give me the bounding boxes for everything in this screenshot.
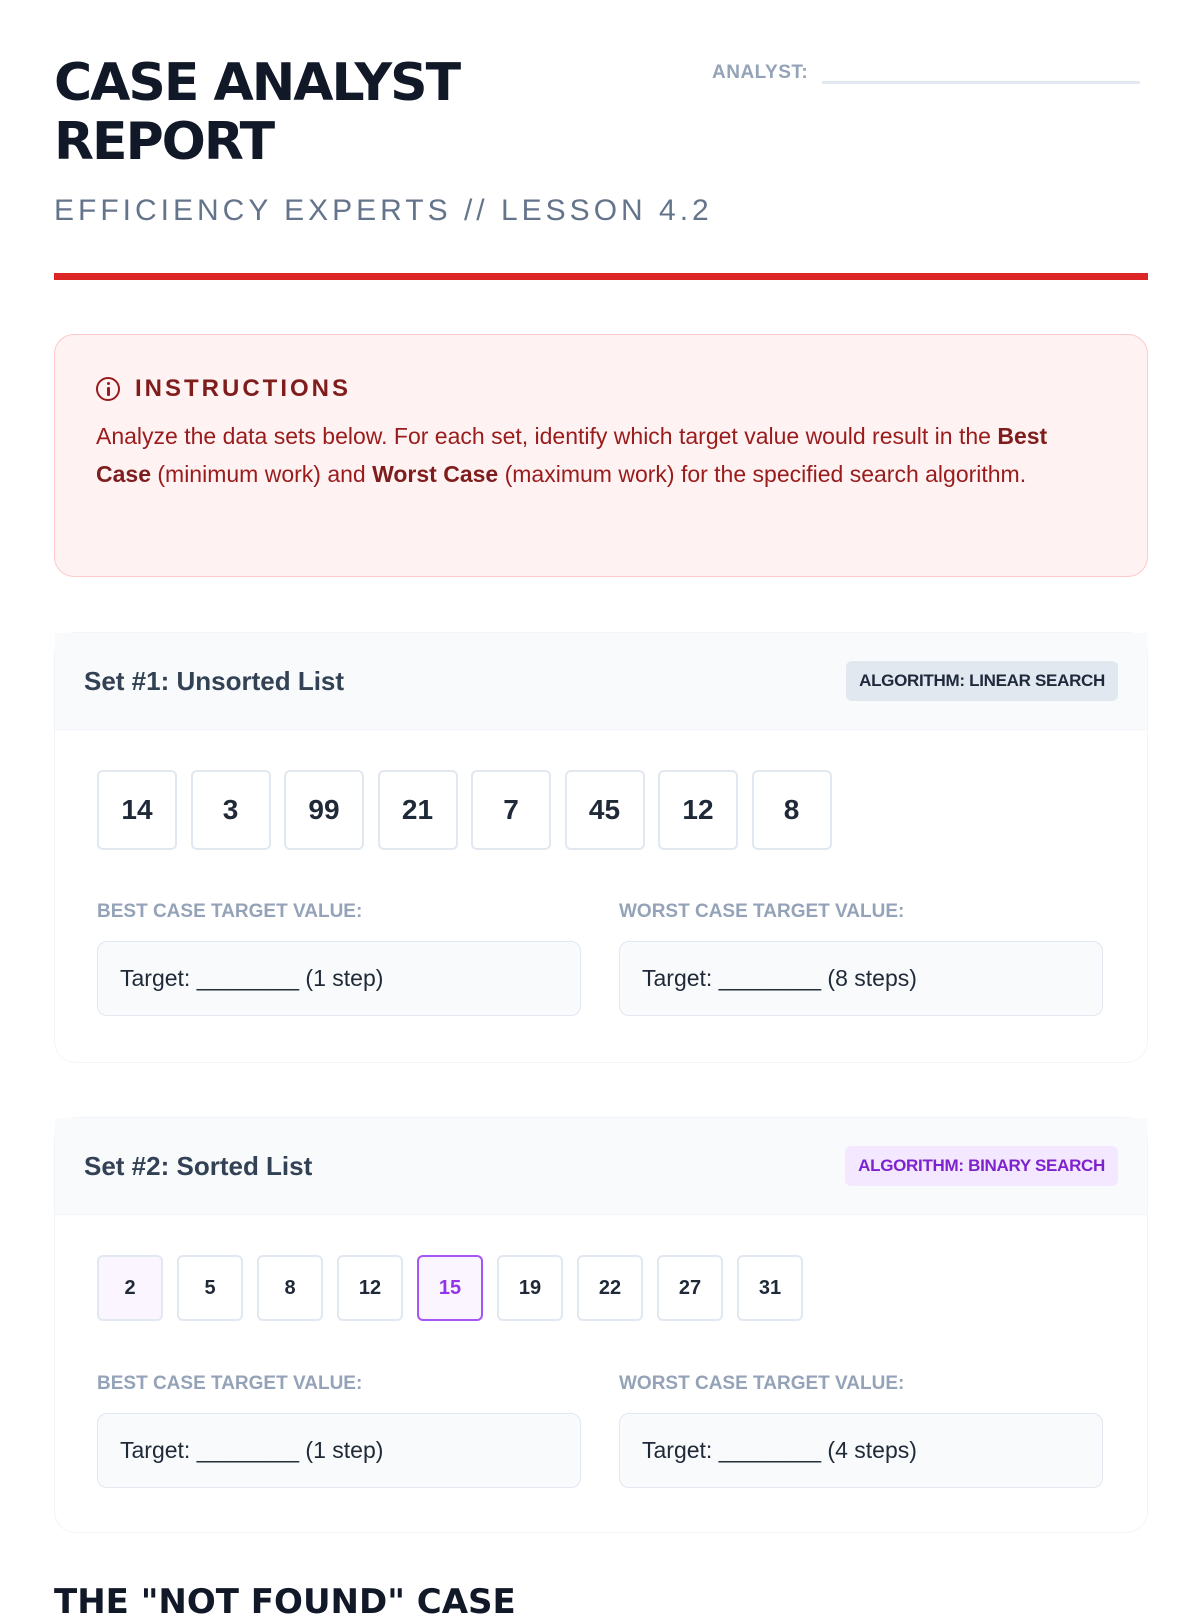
number-cell: 22: [577, 1255, 643, 1321]
number-cell: 21: [378, 770, 458, 850]
number-cell: 3: [191, 770, 271, 850]
answer-row: [97, 1373, 1103, 1488]
page-subtitle: EFFICIENCY EXPERTS // LESSON 4.2: [54, 194, 713, 227]
instructions-header: [96, 375, 1107, 403]
best-case-term: Best Case: [96, 423, 1048, 487]
info-icon: [96, 377, 120, 401]
number-cell: 7: [471, 770, 551, 850]
header-divider: [54, 273, 1148, 280]
set-card-1: [54, 632, 1148, 1063]
instructions-title: INSTRUCTIONS: [135, 375, 351, 402]
best-case-label: BEST CASE TARGET VALUE:: [97, 901, 363, 922]
number-cell: 8: [257, 1255, 323, 1321]
set-title: Set #2: Sorted List: [84, 1150, 313, 1181]
number-cell: 14: [97, 770, 177, 850]
worst-case-field[interactable]: Target: ________ (4 steps): [619, 1413, 1103, 1488]
number-list: [97, 770, 845, 850]
instructions-panel: [54, 334, 1148, 577]
number-cell: 12: [658, 770, 738, 850]
set-title: Set #1: Unsorted List: [84, 665, 345, 696]
worst-case-field[interactable]: Target: ________ (8 steps): [619, 941, 1103, 1016]
set-card-header: [55, 633, 1147, 730]
report-header: [54, 53, 1148, 227]
number-cell: 8: [752, 770, 832, 850]
analyst-label: ANALYST:: [712, 62, 809, 83]
next-section-heading: THE "NOT FOUND" CASE: [54, 1582, 516, 1622]
analyst-field: [712, 62, 1140, 84]
number-cell-middle: 15: [417, 1255, 483, 1321]
algorithm-badge: ALGORITHM: LINEAR SEARCH: [846, 661, 1118, 701]
number-cell: 12: [337, 1255, 403, 1321]
best-case-label: BEST CASE TARGET VALUE:: [97, 1373, 363, 1394]
answer-row: [97, 901, 1103, 1016]
number-cell: 5: [177, 1255, 243, 1321]
set-card-header: [55, 1118, 1147, 1215]
algorithm-badge: ALGORITHM: BINARY SEARCH: [845, 1146, 1118, 1186]
analyst-name-blank[interactable]: [822, 62, 1140, 84]
number-cell: 2: [97, 1255, 163, 1321]
worst-case-answer: [619, 901, 1103, 1016]
number-cell: 99: [284, 770, 364, 850]
best-case-field[interactable]: Target: ________ (1 step): [97, 1413, 581, 1488]
set-card-2: [54, 1117, 1148, 1533]
number-cell: 31: [737, 1255, 803, 1321]
best-case-answer: [97, 901, 581, 1016]
best-case-field[interactable]: Target: ________ (1 step): [97, 941, 581, 1016]
best-case-answer: [97, 1373, 581, 1488]
worst-case-term: Worst Case: [372, 461, 499, 487]
number-cell: 45: [565, 770, 645, 850]
worst-case-answer: [619, 1373, 1103, 1488]
number-cell: 19: [497, 1255, 563, 1321]
number-list: [97, 1255, 817, 1321]
page-title: CASE ANALYST REPORT: [54, 53, 460, 172]
worst-case-label: WORST CASE TARGET VALUE:: [619, 901, 905, 922]
number-cell: 27: [657, 1255, 723, 1321]
instructions-text: Analyze the data sets below. For each set, identify which target value would result in the Best Case (minimum work) and Worst Case (maximum work) for the specified search algorithm.: [96, 423, 1048, 487]
worst-case-label: WORST CASE TARGET VALUE:: [619, 1373, 905, 1394]
